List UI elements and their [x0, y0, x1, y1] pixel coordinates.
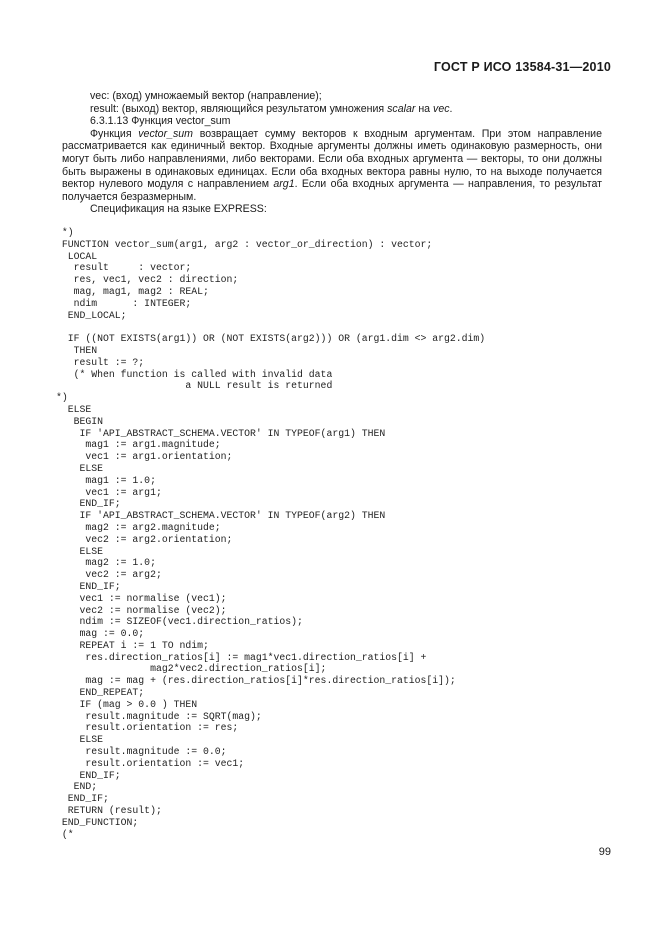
standard-designation: ГОСТ Р ИСО 13584-31—2010	[433, 60, 611, 74]
page-number: 99	[598, 846, 611, 858]
result-parameter-line: result: (выход) вектор, являющийся результатом умножения scalar на vec.	[90, 102, 453, 115]
express-code-listing: *) FUNCTION vector_sum(arg1, arg2 : vector_or_direction) : vector; LOCAL result : vector; res, vec1, vec2 : direction; mag, mag1, mag2 : REAL; ndim : INTEGER; END_LOCAL; IF ((NOT EXISTS(arg1)) OR (NOT EXISTS(arg2))) OR (arg1.dim <> arg2.dim) THEN result := ?; (* When function is called with invalid data a NULL result is returned *) ELSE BEGIN IF 'API_ABSTRACT_SCHEMA.VECTOR' IN TYPEOF(arg1) THEN mag1 := arg1.magnitude; vec1 := arg1.orientation; ELSE mag1 := 1.0; vec1 := arg1; END_IF; IF 'API_ABSTRACT_SCHEMA.VECTOR' IN TYPEOF(arg2) THEN mag2 := arg2.magnitude; vec2 := arg2.orientation; ELSE mag2 := 1.0; vec2 := arg2; END_IF; vec1 := normalise (vec1); vec2 := normalise (vec2); ndim := SIZEOF(vec1.direction_ratios); mag := 0.0; REPEAT i := 1 TO ndim; res.direction_ratios[i] := mag1*vec1.direction_ratios[i] + mag2*vec2.direction_ratios[i]; mag := mag + (res.direction_ratios[i]*res.direction_ratios[i]); END_REPEAT; IF (mag > 0.0 ) THEN result.magnitude := SQRT(mag); result.orientation := res; ELSE result.magnitude := 0.0; result.orientation := vec1; END_IF; END; END_IF; RETURN (result); END_FUNCTION; (*	[56, 227, 486, 840]
spec-label: Спецификация на языке EXPRESS:	[90, 203, 267, 216]
function-description: Функция vector_sum возвращает сумму векторов к входным аргументам. При этом направление рассматривается как единичный вектор. Входные аргументы должны иметь одинаковую размерность, они могут быть либо направлениями, либо векторами. Если оба входных аргумента — векторы, то они должны быть выражены в одинаковых единицах. Если оба входных вектора равны нулю, то на выходе получается вектор нулевого модуля с направлением arg1. Если оба входных аргумента — направления, то результат получается безразмерным.	[62, 127, 602, 203]
section-heading: 6.3.1.13 Функция vector_sum	[90, 115, 231, 128]
parameter-descriptions	[62, 90, 602, 216]
vec-parameter-line: vec: (вход) умножаемый вектор (направление);	[90, 90, 322, 102]
document-header	[434, 60, 611, 74]
